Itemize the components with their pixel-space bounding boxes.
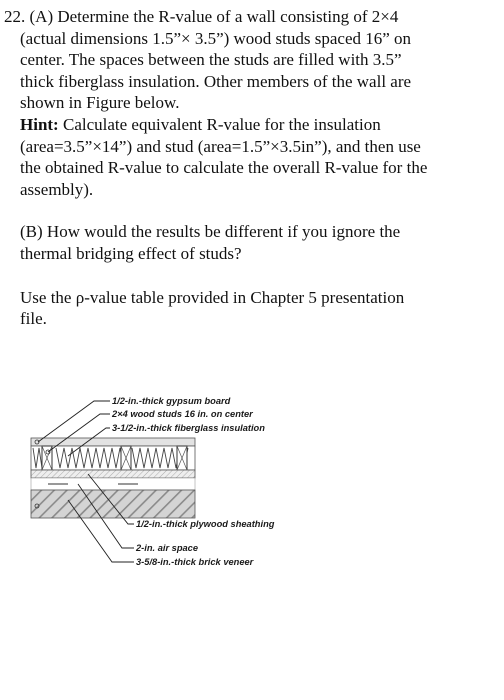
hint-label: Hint: xyxy=(20,114,59,134)
part-a-line: (A) Determine the R-value of a wall consisting of 2×4 xyxy=(29,7,399,26)
note-line: file. xyxy=(20,309,47,329)
problem-statement xyxy=(4,6,498,330)
part-a-line: thick fiberglass insulation. Other members of the wall are xyxy=(20,71,412,91)
part-a-line: (actual dimensions 1.5”× 3.5”) wood studs spaced 16” on xyxy=(20,28,412,48)
wall-section-drawing xyxy=(28,388,288,580)
wall-section-figure xyxy=(28,388,288,580)
part-a xyxy=(4,6,498,200)
part-b-line: (B) How would the results be different if you ignore the xyxy=(20,222,401,242)
callout-plywood: 1/2-in.-thick plywood sheathing xyxy=(136,519,275,529)
table-note xyxy=(4,287,498,330)
hint-text: Calculate equivalent R-value for the insulation xyxy=(58,114,381,134)
part-b xyxy=(4,221,498,264)
problem-first-line xyxy=(4,6,498,28)
hint-line: (area=3.5”×14”) and stud (area=1.5”×3.5in”), and then use xyxy=(20,136,421,156)
part-a-line: center. The spaces between the studs are filled with 3.5” xyxy=(20,50,402,70)
leader-line xyxy=(38,401,110,442)
brick-veneer-layer xyxy=(31,490,195,518)
callout-insulation: 3-1/2-in.-thick fiberglass insulation xyxy=(112,423,265,433)
gypsum-board-layer xyxy=(31,438,195,446)
plywood-sheathing-layer xyxy=(31,470,195,478)
problem-number: 22. xyxy=(4,7,26,26)
callout-brick: 3-5/8-in.-thick brick veneer xyxy=(136,557,254,567)
callout-air-space: 2-in. air space xyxy=(136,543,199,553)
part-b-line: thermal bridging effect of studs? xyxy=(20,243,242,263)
hint-line xyxy=(4,114,498,136)
hint-line: the obtained R-value to calculate the overall R-value for the xyxy=(20,158,428,178)
callout-studs: 2×4 wood studs 16 in. on center xyxy=(112,409,253,419)
note-line: Use the ρ-value table provided in Chapter 5 presentation xyxy=(20,287,405,307)
hint-line: assembly). xyxy=(20,179,94,199)
part-a-line: shown in Figure below. xyxy=(20,93,180,113)
callout-gypsum: 1/2-in.-thick gypsum board xyxy=(112,396,231,406)
